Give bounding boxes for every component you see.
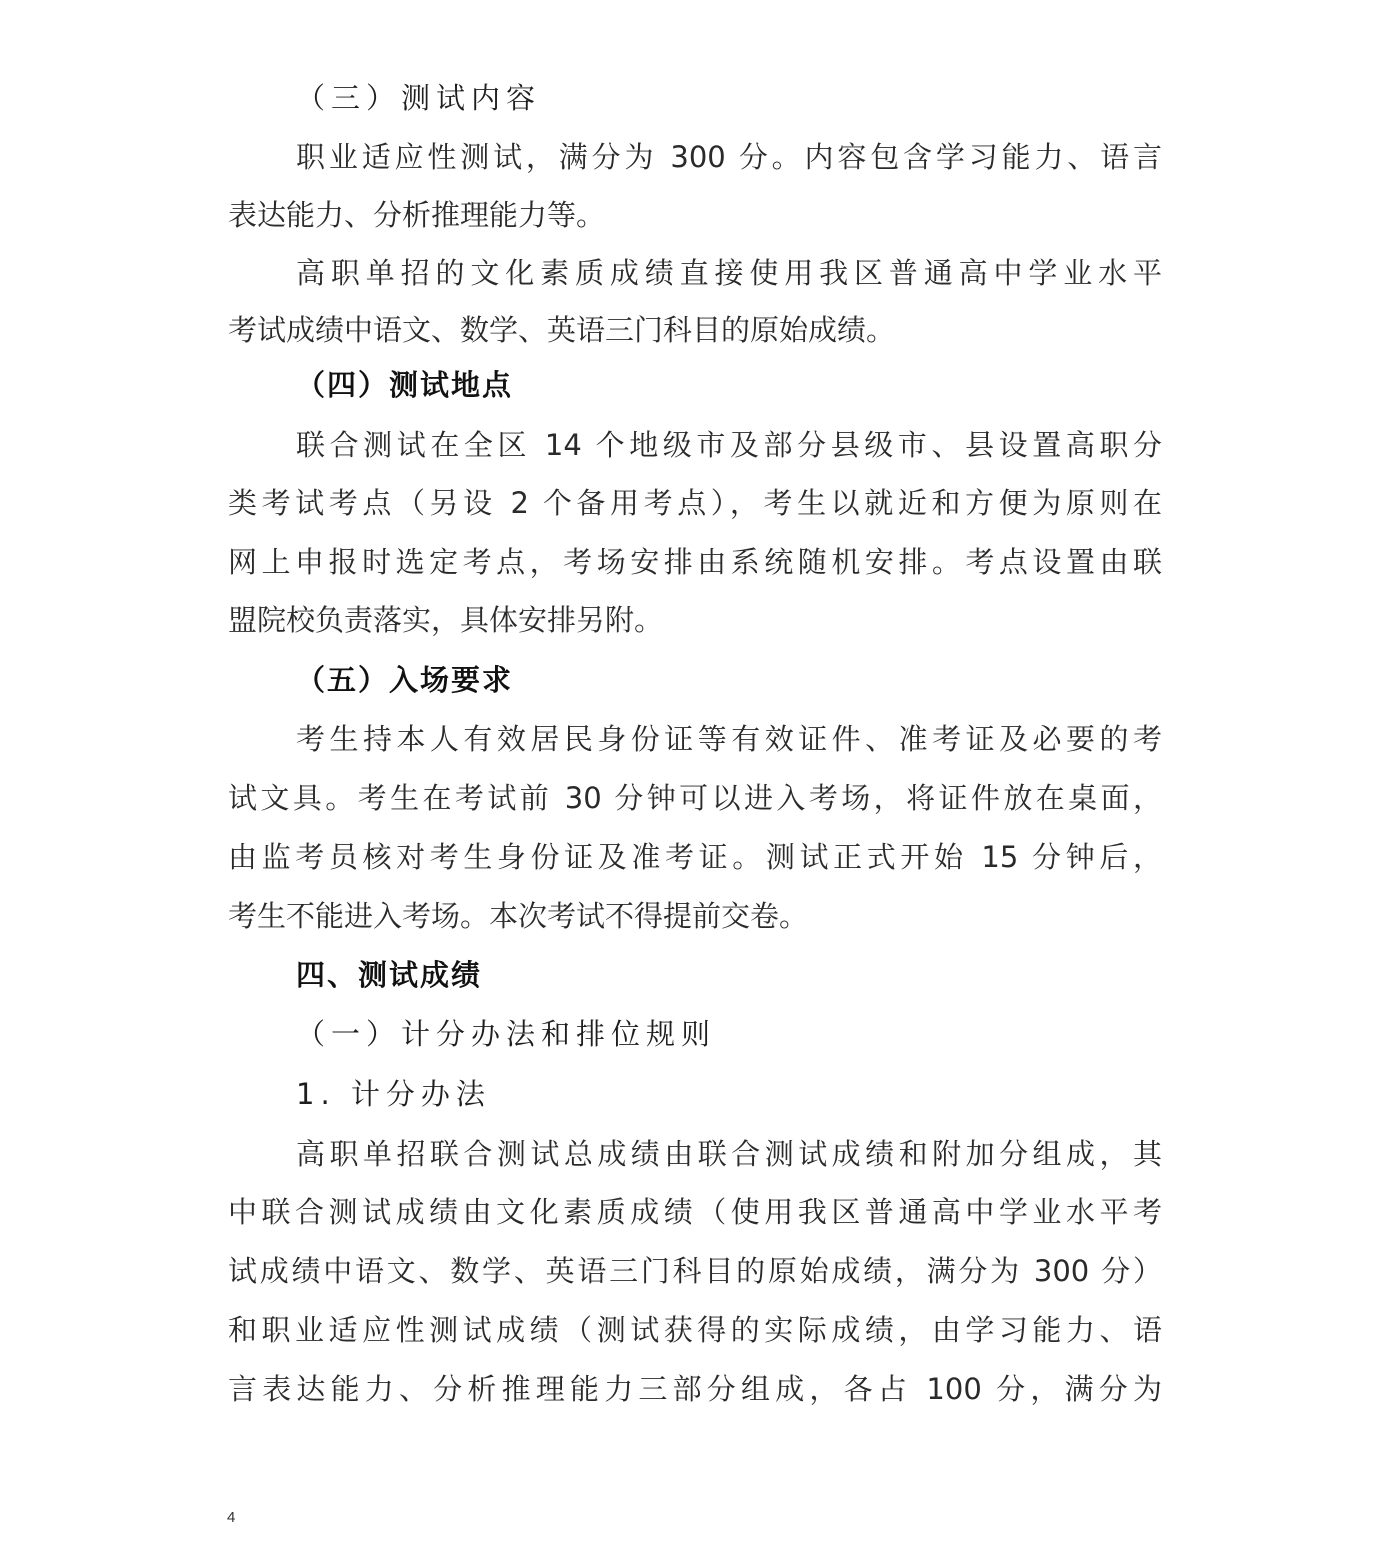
paragraph-line: 高职单招的文化素质成绩直接使用我区普通高中学业水平	[296, 256, 1162, 290]
page-number: 4	[227, 1509, 236, 1526]
item-heading-scoring-method: 1. 计分办法	[296, 1077, 491, 1111]
paragraph-line: 网上申报时选定考点，考场安排由系统随机安排。考点设置由联	[228, 545, 1162, 579]
subsection-heading-scoring-ranking: （一）计分办法和排位规则	[296, 1017, 717, 1051]
chapter-heading-test-scores: 四、测试成绩	[296, 958, 483, 992]
paragraph-line: 考生不能进入考场。本次考试不得提前交卷。	[228, 899, 809, 933]
section-heading-test-content: （三）测试内容	[296, 81, 542, 115]
paragraph-line: 试成绩中语文、数学、英语三门科目的原始成绩，满分为 300 分）	[228, 1254, 1162, 1288]
paragraph-line: 职业适应性测试，满分为 300 分。内容包含学习能力、语言	[296, 140, 1162, 174]
section-heading-test-location: （四）测试地点	[296, 368, 514, 402]
section-heading-entry-requirements: （五）入场要求	[296, 663, 514, 697]
paragraph-line: 言表达能力、分析推理能力三部分组成，各占 100 分，满分为	[228, 1372, 1162, 1406]
paragraph-line: 高职单招联合测试总成绩由联合测试成绩和附加分组成，其	[296, 1137, 1162, 1171]
paragraph-line: 中联合测试成绩由文化素质成绩（使用我区普通高中学业水平考	[228, 1195, 1162, 1229]
paragraph-line: 考试成绩中语文、数学、英语三门科目的原始成绩。	[228, 313, 896, 347]
paragraph-line: 考生持本人有效居民身份证等有效证件、准考证及必要的考	[296, 722, 1162, 756]
paragraph-line: 联合测试在全区 14 个地级市及部分县级市、县设置高职分	[296, 428, 1162, 462]
paragraph-line: 试文具。考生在考试前 30 分钟可以进入考场，将证件放在桌面，	[228, 781, 1162, 815]
paragraph-line: 盟院校负责落实，具体安排另附。	[228, 603, 664, 637]
paragraph-line: 类考试考点（另设 2 个备用考点），考生以就近和方便为原则在	[228, 486, 1162, 520]
paragraph-line: 和职业适应性测试成绩（测试获得的实际成绩，由学习能力、语	[228, 1313, 1162, 1347]
paragraph-line: 表达能力、分析推理能力等。	[228, 198, 606, 232]
paragraph-line: 由监考员核对考生身份证及准考证。测试正式开始 15 分钟后，	[228, 840, 1162, 874]
